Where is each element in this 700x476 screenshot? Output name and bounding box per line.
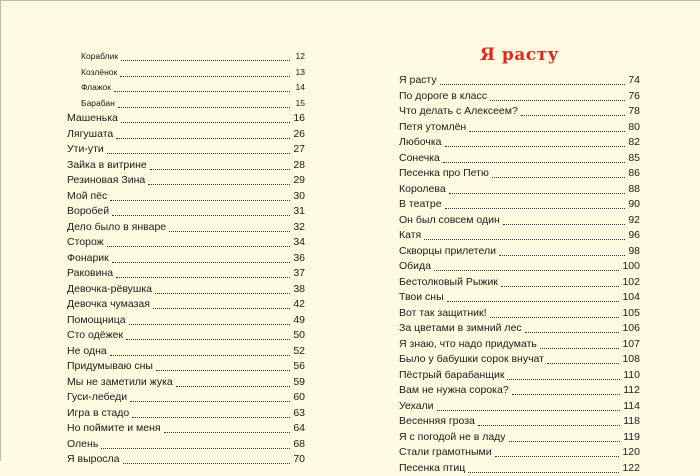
toc-entry-title: Королева [399,182,446,198]
toc-entry [67,437,305,453]
toc-entry [67,65,305,81]
toc-entry-title: Ути-ути [67,142,104,158]
toc-entry-page-number: 28 [293,158,305,174]
dot-leader [512,394,621,395]
toc-entry-title: Песенка про Петю [399,166,489,182]
toc-entry-page-number: 37 [293,266,305,282]
right-page [399,43,640,476]
toc-entry-page-number: 63 [293,406,305,422]
toc-entry [399,368,640,384]
toc-entry-page-number: 107 [622,337,640,353]
toc-entry-title: Обида [399,259,431,275]
dot-leader [509,441,621,442]
toc-entry [67,359,305,375]
toc-entry-title: Машенька [67,111,118,127]
toc-entry-title: Сторож [67,235,104,251]
toc-entry-title: Воробей [67,204,109,220]
toc-entry [67,282,305,298]
dot-leader [130,401,290,402]
dot-leader [437,410,621,411]
toc-entry-page-number: 64 [293,421,305,437]
toc-entry-page-number: 31 [293,204,305,220]
toc-entry [399,166,640,182]
dot-leader [503,224,625,225]
toc-entry-page-number: 15 [293,96,305,112]
toc-entry-page-number: 59 [293,375,305,391]
dot-leader [116,277,290,278]
toc-entry-page-number: 86 [628,166,640,182]
toc-entry [399,290,640,306]
toc-entry [399,151,640,167]
toc-entry [67,297,305,313]
dot-leader [447,301,620,302]
toc-entry-page-number: 16 [293,111,305,127]
toc-entry-page-number: 60 [293,390,305,406]
toc-entry-page-number: 52 [293,344,305,360]
toc-entry-page-number: 30 [293,189,305,205]
toc-entry-page-number: 90 [628,197,640,213]
toc-entry-page-number: 32 [293,220,305,236]
toc-entry-page-number: 104 [622,290,640,306]
dot-leader [434,270,619,271]
toc-entry [399,89,640,105]
toc-entry-title: Вот так защитник! [399,306,487,322]
dot-leader [120,76,290,77]
dot-leader [547,363,620,364]
toc-entry-title: Кораблик [81,49,118,65]
toc-entry-page-number: 119 [623,430,640,446]
dot-leader [112,262,290,263]
dot-leader [440,84,625,85]
toc-entry-title: Скворцы прилетели [399,244,496,260]
toc-entry [67,220,305,236]
toc-entry-page-number: 29 [293,173,305,189]
toc-entry-title: Резиновая Зина [67,173,145,189]
toc-entry-page-number: 49 [293,313,305,329]
toc-entry [399,104,640,120]
dot-leader [116,138,290,139]
toc-entry-page-number: 76 [628,89,640,105]
table-of-contents-left [67,49,305,468]
toc-entry [399,259,640,275]
toc-entry-title: Я расту [399,73,437,89]
toc-entry [399,197,640,213]
toc-entry-title: Песенка птиц [399,461,465,476]
toc-entry-page-number: 80 [628,120,640,136]
dot-leader [478,425,620,426]
toc-entry-page-number: 100 [622,259,640,275]
toc-entry [399,399,640,415]
toc-entry [399,321,640,337]
dot-leader [121,60,290,61]
dot-leader [469,131,625,132]
toc-entry [67,235,305,251]
dot-leader [443,162,625,163]
toc-entry-title: Я знаю, что надо придумать [399,337,537,353]
toc-entry-title: Сто одёжек [67,328,123,344]
dot-leader [449,193,625,194]
dot-leader [540,348,620,349]
dot-leader [107,246,290,247]
toc-entry-title: Раковина [67,266,113,282]
toc-entry-title: По дороге в класс [399,89,487,105]
dot-leader [112,215,290,216]
dot-leader [101,448,290,449]
toc-entry-page-number: 105 [622,306,640,322]
table-of-contents-right [399,73,640,476]
toc-entry [399,228,640,244]
toc-entry-title: Любочка [399,135,442,151]
toc-entry [399,461,640,476]
toc-entry-title: Я выросла [67,452,120,468]
toc-entry-title: Я с погодой не в ладу [399,430,506,446]
dot-leader [492,177,625,178]
dot-leader [521,115,625,116]
toc-entry [399,275,640,291]
toc-entry-title: Зайка в витрине [67,158,147,174]
toc-entry-page-number: 42 [293,297,305,313]
toc-entry-title: Барабан [81,96,115,112]
dot-leader [150,169,290,170]
toc-entry-title: Дело было в январе [67,220,166,236]
toc-entry-title: Петя утомлён [399,120,466,136]
toc-entry-page-number: 92 [628,213,640,229]
toc-entry-page-number: 120 [622,445,640,461]
dot-leader [110,200,290,201]
dot-leader [176,386,290,387]
toc-entry-title: Мой пёс [67,189,107,205]
dot-leader [114,91,290,92]
dot-leader [501,286,620,287]
toc-entry-page-number: 74 [628,73,640,89]
toc-entry [399,135,640,151]
toc-entry-title: Но поймите и меня [67,421,161,437]
toc-entry-title: Пёстрый барабанщик [399,368,504,384]
dot-leader [123,463,290,464]
dot-leader [525,332,620,333]
toc-entry-page-number: 98 [628,244,640,260]
toc-entry-page-number: 14 [293,80,305,96]
dot-leader [110,355,290,356]
dot-leader [164,432,290,433]
toc-entry-title: Фонарик [67,251,109,267]
toc-entry [399,73,640,89]
toc-entry [399,120,640,136]
toc-entry-page-number: 114 [623,399,640,415]
toc-entry-title: Козлёнок [81,65,117,81]
toc-entry [399,244,640,260]
toc-entry-page-number: 110 [623,368,640,384]
toc-entry-page-number: 68 [293,437,305,453]
toc-entry [67,406,305,422]
toc-entry-title: В театре [399,197,442,213]
dot-leader [156,370,290,371]
dot-leader [169,231,290,232]
toc-entry-title: Было у бабушки сорок внучат [399,352,544,368]
toc-entry-page-number: 38 [293,282,305,298]
toc-entry-title: Лягушата [67,127,113,143]
toc-entry [67,127,305,143]
toc-entry [67,344,305,360]
toc-entry [67,173,305,189]
toc-entry [67,313,305,329]
toc-entry-title: Флажок [81,80,111,96]
toc-entry-page-number: 106 [622,321,640,337]
dot-leader [132,417,290,418]
dot-leader [121,122,290,123]
toc-entry-page-number: 13 [293,65,305,81]
dot-leader [490,317,620,318]
toc-entry-title: За цветами в зимний лес [399,321,522,337]
toc-entry [67,452,305,468]
toc-entry-title: Девочка чумазая [67,297,150,313]
dot-leader [495,456,620,457]
dot-leader [126,339,290,340]
toc-entry-title: Не одна [67,344,107,360]
dot-leader [424,239,625,240]
toc-entry-title: Стали грамотными [399,445,492,461]
dot-leader [445,208,625,209]
toc-entry-title: Гуси-лебеди [67,390,127,406]
toc-entry [399,430,640,446]
toc-entry-page-number: 78 [628,104,640,120]
toc-entry-title: Он был совсем один [399,213,500,229]
toc-entry-page-number: 56 [293,359,305,375]
toc-entry-page-number: 88 [628,182,640,198]
dot-leader [155,293,290,294]
toc-entry-page-number: 118 [623,414,640,430]
toc-entry [67,189,305,205]
dot-leader [468,472,619,473]
toc-entry [399,383,640,399]
toc-entry-title: Твои сны [399,290,444,306]
toc-entry-page-number: 27 [293,142,305,158]
dot-leader [153,308,290,309]
toc-entry [67,266,305,282]
toc-entry [399,337,640,353]
dot-leader [118,107,290,108]
toc-entry-page-number: 85 [628,151,640,167]
dot-leader [499,255,625,256]
toc-entry-title: Весенняя гроза [399,414,475,430]
toc-entry [399,352,640,368]
toc-entry [67,96,305,112]
toc-entry [67,390,305,406]
toc-entry [399,414,640,430]
dot-leader [148,184,290,185]
toc-entry-page-number: 96 [628,228,640,244]
toc-entry-title: Помощница [67,313,126,329]
toc-entry-title: Сонечка [399,151,440,167]
toc-entry-title: Олень [67,437,98,453]
toc-entry-page-number: 34 [293,235,305,251]
toc-entry [399,213,640,229]
toc-entry-page-number: 108 [622,352,640,368]
toc-entry [67,204,305,220]
toc-entry [67,49,305,65]
toc-entry-title: Мы не заметили жука [67,375,173,391]
toc-entry [67,375,305,391]
toc-entry-title: Девочка-рёвушка [67,282,152,298]
toc-entry-page-number: 70 [293,452,305,468]
toc-entry-page-number: 36 [293,251,305,267]
dot-leader [490,100,625,101]
toc-entry [67,142,305,158]
toc-entry [67,328,305,344]
dot-leader [107,153,290,154]
toc-entry [67,251,305,267]
dot-leader [507,379,620,380]
toc-entry-page-number: 122 [622,461,640,476]
toc-entry [67,158,305,174]
toc-entry-title: Что делать с Алексеем? [399,104,518,120]
toc-entry-page-number: 50 [293,328,305,344]
toc-entry-title: Катя [399,228,421,244]
toc-entry-page-number: 102 [622,275,640,291]
toc-entry [399,445,640,461]
toc-entry [67,111,305,127]
dot-leader [129,324,290,325]
toc-entry [399,306,640,322]
toc-entry [399,182,640,198]
toc-entry-page-number: 12 [293,49,305,65]
toc-entry-title: Вам не нужна сорока? [399,383,509,399]
toc-entry-page-number: 112 [623,383,640,399]
toc-entry-page-number: 82 [628,135,640,151]
section-title: Я расту [399,43,640,73]
toc-entry [67,80,305,96]
toc-entry-title: Игра в стадо [67,406,129,422]
toc-entry [67,421,305,437]
dot-leader [445,146,625,147]
toc-entry-title: Бестолковый Рыжик [399,275,498,291]
toc-entry-title: Придумываю сны [67,359,153,375]
toc-entry-page-number: 26 [293,127,305,143]
left-page [67,49,305,468]
toc-entry-title: Уехали [399,399,434,415]
